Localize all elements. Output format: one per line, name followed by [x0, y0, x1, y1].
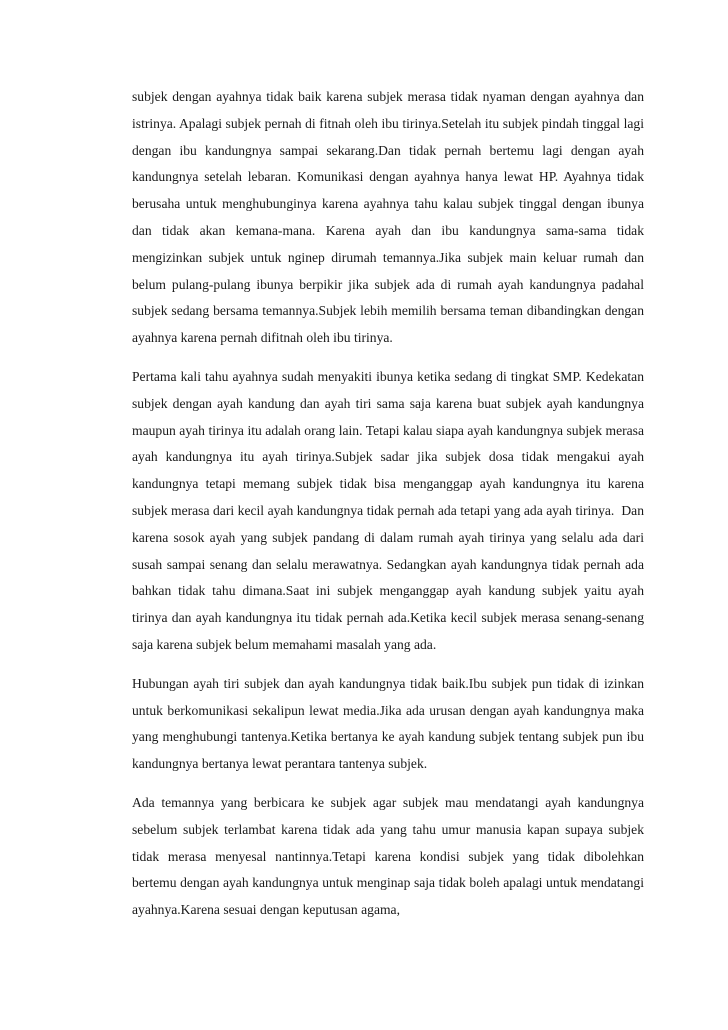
document-page	[132, 84, 648, 924]
paragraph-3: Hubungan ayah tiri subjek dan ayah kandungnya tidak baik.Ibu subjek pun tidak di izinkan untuk berkomunikasi sekalipun lewat media.Jika ada urusan dengan ayah kandungnya maka yang menghubungi tantenya.Ketika bertanya ke ayah kandung subjek tentang subjek pun ibu kandungnya bertanya lewat perantara tantenya subjek.	[132, 675, 648, 772]
paragraph-2: Pertama kali tahu ayahnya sudah menyakiti ibunya ketika sedang di tingkat SMP. Kedekatan subjek dengan ayah kandung dan ayah tiri sama saja karena buat subjek ayah kandungnya maupun ayah tirinya itu adalah orang lain. Tetapi kalau siapa ayah kandungnya subjek merasa ayah kandungnya itu ayah tirinya.Subjek sadar jika subjek dosa tidak mengakui ayah kandungnya tetapi memang subjek tidak bisa menganggap ayah kandungnya itu karena subjek merasa dari kecil ayah kandungnya tidak pernah ada tetapi yang ada ayah tirinya. Dan karena sosok ayah yang subjek pandang di dalam rumah ayah tirinya yang selalu ada dari susah sampai senang dan selalu merawatnya. Sedangkan ayah kandungnya tidak pernah ada bahkan tidak tahu dimana.Saat ini subjek menganggap ayah kandung subjek yaitu ayah tirinya dan ayah kandungnya itu tidak pernah ada.Ketika kecil subjek merasa senang-senang saja karena subjek belum memahami masalah yang ada.	[132, 368, 648, 652]
paragraph-4: Ada temannya yang berbicara ke subjek agar subjek mau mendatangi ayah kandungnya sebelum subjek terlambat karena tidak ada yang tahu umur manusia kapan supaya subjek tidak merasa menyesal nantinnya.Tetapi karena kondisi subjek yang tidak dibolehkan bertemu dengan ayah kandungnya untuk menginap saja tidak boleh apalagi untuk mendatangi ayahnya.Karena sesuai dengan keputusan agama,	[132, 794, 648, 918]
paragraph-1: subjek dengan ayahnya tidak baik karena subjek merasa tidak nyaman dengan ayahnya dan istrinya. Apalagi subjek pernah di fitnah oleh ibu tirinya.Setelah itu subjek pindah tinggal lagi dengan ibu kandungnya sampai sekarang.Dan tidak pernah bertemu lagi dengan ayah kandungnya setelah lebaran. Komunikasi dengan ayahnya hanya lewat HP. Ayahnya tidak berusaha untuk menghubunginya karena ayahnya tahu kalau subjek tinggal dengan ibunya dan tidak akan kemana-mana. Karena ayah dan ibu kandungnya sama-sama tidak mengizinkan subjek untuk nginep dirumah temannya.Jika subjek main keluar rumah dan belum pulang-pulang ibunya berpikir jika subjek ada di rumah ayah kandungnya padahal subjek sedang bersama temannya.Subjek lebih memilih bersama teman dibandingkan dengan ayahnya karena pernah difitnah oleh ibu tirinya.	[132, 89, 648, 346]
